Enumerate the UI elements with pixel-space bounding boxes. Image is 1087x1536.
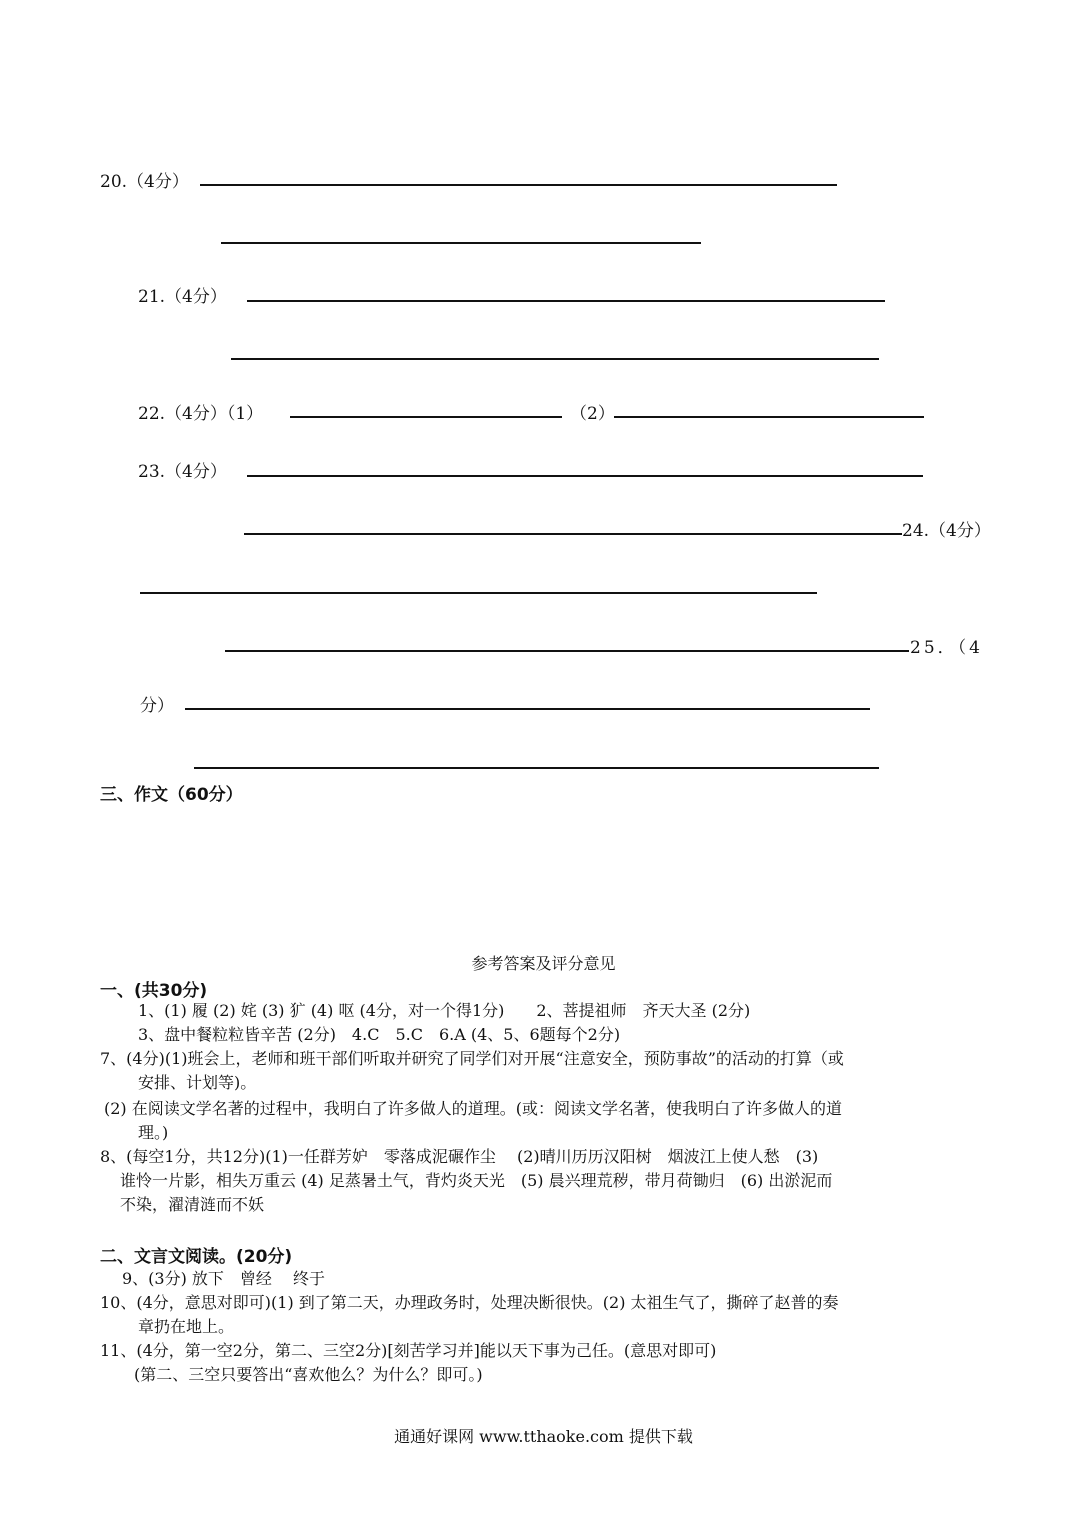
question-25-label-cont: 分）	[140, 696, 174, 716]
answer-3-6: 3、盘中餐粒粒皆辛苦 (2分) 4.C 5.C 6.A (4、5、6题每个2分)	[138, 1025, 621, 1044]
question-23-label: 23.（4分）	[138, 462, 227, 482]
answer-11-line2: (第二、三空只要答出“喜欢他么？为什么？即可。)	[134, 1365, 483, 1384]
answer-9: 9、(3分) 放下 曾经 终于	[122, 1269, 326, 1288]
answer-line	[140, 592, 817, 594]
answer-8-line3: 不染，濯清涟而不妖	[120, 1195, 265, 1214]
answer-line	[244, 533, 902, 535]
answer-line	[225, 650, 909, 652]
answer-line	[231, 358, 879, 360]
question-22-label: 22.（4分）（1）	[138, 404, 264, 424]
question-20-label: 20.（4分）	[100, 172, 189, 192]
answer-line	[185, 708, 870, 710]
answer-10-line2: 章扔在地上。	[138, 1317, 235, 1336]
question-25-label: 25．（4	[910, 638, 983, 658]
footer: 通通好课网 www.tthaoke.com 提供下载	[394, 1427, 693, 1446]
answer-11-line1: 11、(4分，第一空2分，第二、三空2分)[刻苦学习并]能以天下事为己任。(意思对即可)	[100, 1341, 717, 1360]
answer-8-line2: 谁怜一片影，相失万重云 (4) 足蒸暑土气，背灼炎天光 (5) 晨兴理荒秽，带月荷锄归 (6) 出淤泥而	[120, 1171, 833, 1190]
answer-7-line2: 安排、计划等)。	[138, 1073, 257, 1092]
answer-line	[200, 184, 837, 186]
answer-line	[247, 475, 923, 477]
question-24-label: 24.（4分）	[902, 521, 991, 541]
answer-line	[194, 767, 879, 769]
answer-7-line4: 理。)	[138, 1123, 169, 1142]
answer-8-line1: 8、(每空1分，共12分)(1)一任群芳妒 零落成泥碾作尘 (2)晴川历历汉阳树 烟波江上使人愁 (3)	[100, 1147, 819, 1166]
answer-line	[290, 416, 562, 418]
part-1-heading: 一、(共30分)	[100, 981, 208, 1001]
part-2-heading: 二、文言文阅读。(20分)	[100, 1247, 293, 1267]
answer-10-line1: 10、(4分，意思对即可)(1) 到了第二天，办理政务时，处理决断很快。(2) 太祖生气了，撕碎了赵普的奏	[100, 1293, 839, 1312]
section-3-heading: 三、作文（60分）	[100, 785, 243, 805]
answer-key-title: 参考答案及评分意见	[471, 954, 616, 973]
question-22-part2-label: （2）	[570, 404, 615, 424]
answer-line	[247, 300, 885, 302]
answer-1-2: 1、(1) 履 (2) 姹 (3) 犷 (4) 呕 (4分，对一个得1分) 2、菩提祖师 齐天大圣 (2分)	[138, 1001, 751, 1020]
answer-7-line1: 7、(4分)(1)班会上，老师和班干部们听取并研究了同学们对开展“注意安全，预防事故”的活动的打算（或	[100, 1049, 844, 1068]
answer-7-line3: (2) 在阅读文学名著的过程中，我明白了许多做人的道理。(或：阅读文学名著，使我明白了许多做人的道	[104, 1099, 842, 1118]
question-21-label: 21.（4分）	[138, 287, 227, 307]
answer-line	[221, 242, 701, 244]
answer-line	[614, 416, 924, 418]
